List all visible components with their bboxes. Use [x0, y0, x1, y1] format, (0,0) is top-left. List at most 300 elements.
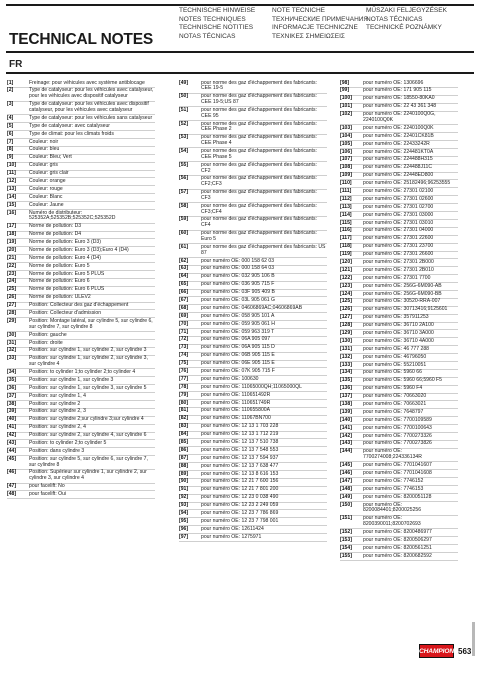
note-number: [128] — [340, 322, 352, 329]
note-text: pour numéro OE: 036 905 715 F — [201, 281, 275, 288]
header-translation: NOTAS TÉCNICAS — [366, 15, 423, 23]
note-number: [55] — [179, 161, 189, 168]
note-number: [60] — [179, 230, 189, 237]
note-number: [33] — [7, 355, 17, 362]
note-text: pour numéro OE: 18550-80KA0 — [363, 95, 435, 102]
header-translation: ΤΕΧΝΙΚΕΣ ΣΗΜΕΙΩΣΕΙΣ — [272, 32, 345, 40]
note-number: [23] — [7, 270, 17, 277]
note-number: [95] — [179, 517, 189, 524]
note-number: [83] — [179, 423, 189, 430]
note-entry — [179, 244, 327, 258]
note-text: pour numéro OE: 7746153 — [363, 485, 424, 492]
note-text: pour numéro OE: 000 158 64 03 — [201, 265, 275, 272]
note-text: pour norme des gaz d'échappement des fabricants: CF2 — [201, 161, 317, 174]
note-number: [65] — [179, 281, 189, 288]
note-text: pour numéro OE: 70663020 — [363, 393, 427, 400]
note-number: [14] — [7, 193, 17, 200]
note-text: Position: droite — [29, 339, 63, 346]
note-text: Couleur: Blanc — [29, 193, 63, 200]
note-text: pour numéro OE: 25182496;96253555 — [363, 180, 451, 187]
note-number: [54] — [179, 148, 189, 155]
note-text: pour numéro OE: 12 13 1 703 228 — [201, 423, 279, 430]
note-text: Position: gauche — [29, 331, 67, 338]
note-entry — [340, 529, 458, 537]
note-text: pour numéro OE: 70663021 — [363, 401, 427, 408]
note-number: [91] — [179, 486, 189, 493]
note-text: Couleur: gris — [29, 162, 58, 169]
note-entry — [7, 202, 155, 210]
note-text: pour numéro OE: 22448ED800 — [363, 172, 434, 179]
note-text: pour numéro OE: 03L 905 061 G — [201, 296, 276, 303]
note-text: pour numéro OE: 27301 02100 — [363, 187, 434, 194]
note-number: [62] — [179, 257, 189, 264]
note-text: pour numéro OE: 06A 905 097 — [201, 336, 271, 343]
note-number: [97] — [179, 533, 189, 540]
note-text: pour numéro OE: 032 905 106 B — [201, 273, 275, 280]
note-number: [127] — [340, 314, 352, 321]
note-text: pour numéro OE: 07K 905 715 F — [201, 368, 275, 374]
note-number: [26] — [7, 294, 17, 301]
note-entry — [7, 393, 155, 401]
note-number: [116] — [340, 227, 352, 234]
note-text: Position: Montage latéral, sur cylindre 5, sur cylindre 6, sur cylindre 7, sur cylindre 8 — [29, 317, 153, 330]
note-number: [129] — [340, 330, 352, 336]
note-number: [126] — [340, 306, 352, 313]
note-text: pour norme des gaz d'échappement des fabricants: Euro 5 — [201, 230, 317, 242]
note-entry — [179, 135, 327, 149]
note-text: pour norme des gaz d'échappement des fabricants: CF4 — [201, 216, 317, 229]
note-text: pour numéro OE: 27301 04000 — [363, 227, 434, 234]
note-entry — [179, 176, 327, 190]
note-text: Couleur: bleu — [29, 146, 60, 153]
note-number: [154] — [340, 544, 352, 551]
note-text: Couleur: Bleu; Vert — [29, 154, 72, 161]
note-number: [70] — [179, 320, 189, 327]
note-entry — [179, 392, 327, 400]
note-number: [92] — [179, 494, 189, 501]
note-text: pour numéro OE: 7700109589 — [363, 416, 432, 423]
note-number: [139] — [340, 408, 352, 415]
note-entry — [7, 318, 155, 332]
note-text: pour numéro OE: 12 21 7 801 200 — [201, 486, 279, 493]
note-number: [67] — [179, 296, 189, 303]
note-number: [64] — [179, 273, 189, 280]
note-text: pour numéro OE: 03F 905 409 B — [201, 289, 275, 296]
note-number: [50] — [179, 93, 189, 100]
note-text: pour numéro OE: 7700274008;224336134R — [363, 448, 422, 461]
brand-name: CHAMPION — [418, 647, 455, 655]
note-number: [19] — [7, 239, 17, 246]
note-number: [137] — [340, 393, 352, 400]
note-text: Norme de pollution: Euro 4 (D4) — [29, 254, 101, 261]
note-number: [101] — [340, 103, 352, 110]
note-text: pour numéro OE: 30520-RRA-007 — [363, 298, 441, 305]
note-text: Position: sur cylindre 5, sur cylindre 6, sur cylindre 7, sur cylindre 8 — [29, 455, 148, 468]
note-text: pour numéro OE: 7700100643 — [363, 424, 432, 431]
header-translations-1 — [179, 7, 255, 41]
note-number: [146] — [340, 469, 352, 476]
note-text: pour norme des gaz d'échappement des fabricants: CEE 19-5;US 87 — [201, 93, 317, 106]
note-text: pour numéro OE: 12 13 7 548 553 — [201, 446, 279, 453]
page-number: 563 — [458, 647, 472, 656]
note-entry — [340, 267, 458, 275]
note-entry — [340, 125, 458, 133]
note-text: pour numéro OE: 110651492R — [201, 391, 271, 398]
note-text: pour numéro OE: 5960 66 — [363, 369, 422, 376]
note-text: pour numéro OE: 058 905 101 A — [201, 312, 275, 319]
note-number: [41] — [7, 424, 17, 431]
note-number: [7] — [7, 138, 14, 145]
note-number: [138] — [340, 401, 352, 408]
note-text: Position: sur cylindre 1, sur cylindre 3, sur cylindre 5 — [29, 384, 147, 391]
note-number: [18] — [7, 231, 17, 238]
note-number: [13] — [7, 185, 17, 192]
note-number: [17] — [7, 223, 17, 230]
note-text: pour numéro OE: 46796050 — [363, 353, 427, 360]
note-number: [32] — [7, 347, 17, 354]
note-number: [107] — [340, 156, 352, 163]
note-text: Couleur: orange — [29, 177, 66, 184]
note-entry — [340, 486, 458, 494]
note-number: [21] — [7, 254, 17, 261]
note-text: pour numéro OE: 8200561251 — [363, 544, 432, 551]
note-number: [122] — [340, 274, 352, 281]
note-text: pour numéro OE: 8200682592 — [363, 552, 432, 559]
note-number: [86] — [179, 446, 189, 453]
note-text: pour numéro OE: 12 23 0 038 490 — [201, 494, 279, 501]
header-translation: NOTE TECNICHE — [272, 7, 325, 14]
champion-logo — [419, 644, 454, 658]
note-text: pour numéro OE: 8200390011;8200702693 — [363, 515, 421, 527]
note-entry — [340, 425, 458, 433]
note-number: [108] — [340, 164, 352, 171]
note-number: [46] — [7, 469, 17, 476]
note-text: pour numéro OE: 12 13 8 616 153 — [201, 470, 279, 477]
note-number: [120] — [340, 258, 352, 265]
note-entry — [340, 545, 458, 553]
note-entry — [340, 516, 458, 530]
note-entry — [340, 417, 458, 425]
note-number: [115] — [340, 219, 352, 226]
note-number: [52] — [179, 120, 189, 127]
note-number: [36] — [7, 384, 17, 391]
note-text: pour norme des gaz d'échappement des fabricants: US 87 — [201, 243, 326, 256]
note-number: [90] — [179, 478, 189, 485]
note-number: [149] — [340, 493, 352, 500]
note-entry — [179, 162, 327, 176]
note-entry — [340, 204, 458, 212]
note-number: [57] — [179, 189, 189, 196]
note-entry — [179, 313, 327, 321]
note-number: [100] — [340, 95, 352, 102]
note-text: pour numéro OE: 8200486977 — [363, 528, 432, 535]
note-text: Type de catalyseur: pour les véhicules sans catalyseur — [29, 114, 153, 121]
note-entry — [7, 255, 155, 263]
note-number: [150] — [340, 501, 352, 508]
header-translation: TECHNICKÉ POZNÁMKY — [366, 24, 442, 32]
note-text: pour numéro OE: 12 21 7 600 156 — [201, 478, 279, 485]
note-text: pour numéro OE: 11065000QH;11065000QL — [201, 383, 302, 390]
note-text: pour numéro OE: 36710 4A000 — [363, 337, 434, 344]
note-entry — [340, 553, 458, 561]
note-number: [124] — [340, 290, 352, 297]
note-text: Norme de pollution: Euro 6 PLUS — [29, 286, 105, 293]
note-entry — [7, 88, 155, 102]
note-text: pour numéro OE: 171 905 115 — [363, 87, 432, 94]
note-text: pour numéro OE: 27301 22600 — [363, 235, 434, 242]
note-number: [131] — [340, 345, 352, 352]
note-number: [30] — [7, 331, 17, 338]
note-entry — [7, 491, 155, 499]
note-entry — [340, 112, 458, 126]
note-number: [39] — [7, 408, 17, 415]
note-number: [59] — [179, 216, 189, 223]
note-text: pour numéro OE: 46 777 288 — [363, 345, 429, 352]
note-text: Position: sur cylindre 1, 4 — [29, 392, 86, 399]
note-number: [73] — [179, 344, 189, 351]
note-text: pour numéro OE: 27301 02700 — [363, 203, 434, 210]
note-entry — [179, 203, 327, 217]
note-entry — [340, 346, 458, 354]
note-number: [51] — [179, 106, 189, 113]
note-entry — [179, 231, 327, 245]
note-text: Couleur: gris clair — [29, 170, 69, 177]
note-text: pour numéro OE: 12 13 7 594 937 — [201, 454, 279, 461]
note-number: [106] — [340, 148, 352, 155]
notes-column-2 — [179, 80, 327, 542]
note-number: [9] — [7, 154, 14, 161]
note-text: pour numéro OE: 27301 2B000 — [363, 258, 434, 265]
note-text: Type de catalyseur: avec catalyseur — [29, 122, 110, 129]
note-entry — [7, 377, 155, 385]
header-bottom-rule — [6, 51, 474, 53]
note-text: Position: sur cylindre 1, sur cylindre 2, sur cylindre 3, sur cylindre 4 — [29, 355, 148, 368]
note-number: [35] — [7, 376, 17, 383]
note-text: pour numéro OE: 256G-6M090-AB — [363, 282, 442, 289]
note-entry — [7, 332, 155, 340]
header-translation: TECHNISCHE HINWEISE — [179, 7, 256, 14]
note-entry — [7, 385, 155, 393]
note-number: [145] — [340, 462, 352, 469]
note-number: [152] — [340, 528, 352, 535]
note-number: [123] — [340, 282, 352, 289]
note-text: pour numéro OE: 36710 2A100 — [363, 322, 434, 329]
note-text: pour numéro OE: 27301 23700 — [363, 243, 434, 250]
note-number: [69] — [179, 312, 189, 319]
note-text: pour numéro OE: 55210051 — [363, 361, 427, 368]
note-entry — [179, 121, 327, 135]
note-text: pour numéro OE: 27301 03010 — [363, 219, 434, 226]
note-text: Freinage: pour véhicules avec système antiblocage — [29, 79, 145, 86]
note-number: [141] — [340, 424, 352, 431]
note-text: pour numéro OE: 04606869AC;04606869AB — [201, 304, 303, 311]
note-number: [31] — [7, 339, 17, 346]
note-text: Position: sur cylindre 1, sur cylindre 2, sur cylindre 3 — [29, 347, 147, 354]
note-number: [104] — [340, 132, 352, 139]
note-number: [75] — [179, 360, 189, 367]
note-entry — [340, 212, 458, 220]
note-number: [58] — [179, 202, 189, 209]
note-text: Type de climat: pour les climats froids — [29, 130, 114, 137]
note-text: pour facelift: No — [29, 483, 65, 490]
note-text: pour numéro OE: 2240100Q0K — [363, 124, 434, 131]
note-text: pour numéro OE: 8200506297 — [363, 536, 432, 543]
note-text: pour numéro OE: 5960 F4 — [363, 385, 423, 392]
header-translation: NOTAS TÉCNICAS — [179, 32, 236, 40]
header-translation: INFORMACJE TECHNICZNE — [272, 24, 358, 32]
note-number: [6] — [7, 130, 14, 137]
note-entry — [340, 494, 458, 502]
note-text: Norme de pollution: Euro 5 PLUS — [29, 270, 105, 277]
note-entry — [340, 196, 458, 204]
note-number: [15] — [7, 201, 17, 208]
note-text: pour norme des gaz d'échappement des fabricants: CEE 19-5 — [201, 79, 317, 92]
note-text: pour numéro OE: 2240100Q0G, 2240100Q0K — [363, 111, 436, 123]
note-number: [84] — [179, 431, 189, 438]
note-text: Position: sur cylindre 2, 4 — [29, 424, 86, 431]
note-text: pour numéro OE: 27301 7700 — [363, 274, 431, 281]
note-text: pour numéro OE: 224488J11C — [363, 164, 432, 171]
note-entry — [340, 537, 458, 545]
note-entry — [179, 217, 327, 231]
note-entry — [340, 338, 458, 346]
note-entry — [340, 449, 458, 463]
note-number: [119] — [340, 251, 352, 258]
header-translation: NOTES TECHNIQUES — [179, 15, 246, 23]
note-text: pour facelift: Oui — [29, 491, 67, 498]
note-entry — [7, 210, 155, 224]
note-text: pour numéro OE: 110655800A — [201, 407, 271, 414]
note-text: Position: sur cylindre 2;sur cylindre 3;sur cylindre 4 — [29, 416, 144, 423]
note-number: [102] — [340, 111, 352, 118]
note-text: Type de catalyseur: pour les véhicules avec catalyseur, pour les véhicules avec dispositif catalyseur — [29, 87, 154, 100]
note-number: [3] — [7, 101, 14, 108]
note-text: pour numéro OE: 7701041607 — [363, 462, 432, 469]
note-entry — [340, 354, 458, 362]
note-entry — [7, 263, 155, 271]
note-number: [1] — [7, 79, 14, 86]
note-number: [135] — [340, 377, 352, 384]
note-text: Norme de pollution: D3 — [29, 223, 82, 230]
note-entry — [7, 115, 155, 123]
note-number: [16] — [7, 209, 17, 216]
note-text: pour numéro OE: 110651749R — [201, 399, 271, 406]
note-number: [27] — [7, 302, 17, 309]
note-number: [118] — [340, 243, 352, 250]
note-text: pour norme des gaz d'échappement des fabricants: CF2;CF3 — [201, 175, 317, 188]
note-text: pour numéro OE: 8200051128 — [363, 493, 432, 500]
note-number: [148] — [340, 485, 352, 492]
note-number: [151] — [340, 515, 352, 522]
note-text: pour numéro OE: 224481KT0A — [363, 148, 434, 155]
note-text: pour numéro OE: 36710 3A000 — [363, 330, 434, 336]
notes-column-1 — [7, 80, 155, 499]
note-text: pour numéro OE: 7700273826 — [363, 440, 432, 447]
note-text: pour numéro OE: 06E 905 115 E — [201, 360, 275, 367]
note-number: [153] — [340, 536, 352, 543]
note-number: [109] — [340, 172, 352, 179]
note-text: pour numéro OE: 7701041608 — [363, 469, 432, 476]
note-number: [10] — [7, 162, 17, 169]
header-top-rule — [6, 4, 474, 6]
note-entry — [7, 186, 155, 194]
note-text: pour numéro OE: 12 23 7 798 001 — [201, 517, 279, 524]
note-number: [45] — [7, 455, 17, 462]
header-translations-3 — [366, 7, 447, 33]
note-text: pour numéro OE: 100630 — [201, 375, 259, 382]
note-text: Couleur: Jaune — [29, 201, 64, 208]
note-text: Position: Collecteur d'admission — [29, 310, 102, 317]
note-number: [37] — [7, 392, 17, 399]
note-entry — [179, 80, 327, 94]
note-text: pour numéro OE: 27301 03000 — [363, 211, 434, 218]
note-entry — [340, 133, 458, 141]
note-number: [155] — [340, 552, 352, 559]
note-text: pour numéro OE: 5960 66;5960 F5 — [363, 377, 443, 384]
note-number: [143] — [340, 440, 352, 447]
note-entry — [179, 305, 327, 313]
note-entry — [7, 123, 155, 131]
note-text: pour norme des gaz d'échappement des fabricants: CF3;CF4 — [201, 202, 317, 215]
note-text: Position: Collecteur des gaz d'échappement — [29, 302, 129, 309]
note-text: Position: Supérieur sur cylindre 1, sur cylindre 2, sur cylindre 3, sur cylindre 4 — [29, 469, 147, 482]
note-text: pour norme des gaz d'échappement des fabricants: CEE Phase 4 — [201, 134, 317, 147]
note-text: pour numéro OE: 059 905 061 H — [201, 320, 275, 327]
note-number: [80] — [179, 399, 189, 406]
note-text: Position: to cylinder 1;to cylinder 2;to cylinder 4 — [29, 368, 136, 375]
note-entry — [179, 321, 327, 329]
note-number: [125] — [340, 298, 352, 305]
note-text: pour numéro OE: 1306696 — [363, 79, 424, 86]
note-entry — [179, 190, 327, 204]
note-text: Couleur: noir — [29, 138, 59, 145]
note-number: [133] — [340, 361, 352, 368]
note-text: pour numéro OE: 7746152 — [363, 477, 424, 484]
note-number: [82] — [179, 415, 189, 422]
note-text: Norme de pollution: Euro 3 (D3) — [29, 239, 101, 246]
note-number: [114] — [340, 211, 352, 218]
note-number: [99] — [340, 87, 350, 94]
note-text: pour numéro OE: 000 158 62 03 — [201, 257, 275, 264]
note-number: [38] — [7, 400, 17, 407]
note-number: [43] — [7, 439, 17, 446]
note-entry — [179, 534, 327, 542]
note-number: [88] — [179, 462, 189, 469]
note-entry — [179, 107, 327, 121]
note-number: [85] — [179, 439, 189, 446]
note-text: Norme de pollution: Euro 5 — [29, 262, 90, 269]
note-number: [94] — [179, 510, 189, 517]
note-entry — [179, 455, 327, 463]
note-number: [2] — [7, 87, 14, 94]
note-number: [34] — [7, 368, 17, 375]
note-number: [42] — [7, 432, 17, 439]
note-entry — [340, 275, 458, 283]
note-number: [47] — [7, 483, 17, 490]
note-text: pour numéro OE: 22433242R — [363, 140, 430, 147]
note-text: pour numéro OE: 8200084401;8200025256 — [363, 501, 422, 514]
note-number: [121] — [340, 266, 352, 273]
note-number: [8] — [7, 146, 14, 153]
note-number: [130] — [340, 337, 352, 344]
note-entry — [179, 463, 327, 471]
note-number: [29] — [7, 317, 17, 324]
note-number: [134] — [340, 369, 352, 376]
note-number: [40] — [7, 416, 17, 423]
note-text: Type de catalyseur: pour les véhicules avec dispositif catalyseur, pour les véhicules avec catalyseur — [29, 101, 149, 113]
note-text: pour numéro OE: 7700273326 — [363, 432, 432, 439]
note-number: [25] — [7, 286, 17, 293]
